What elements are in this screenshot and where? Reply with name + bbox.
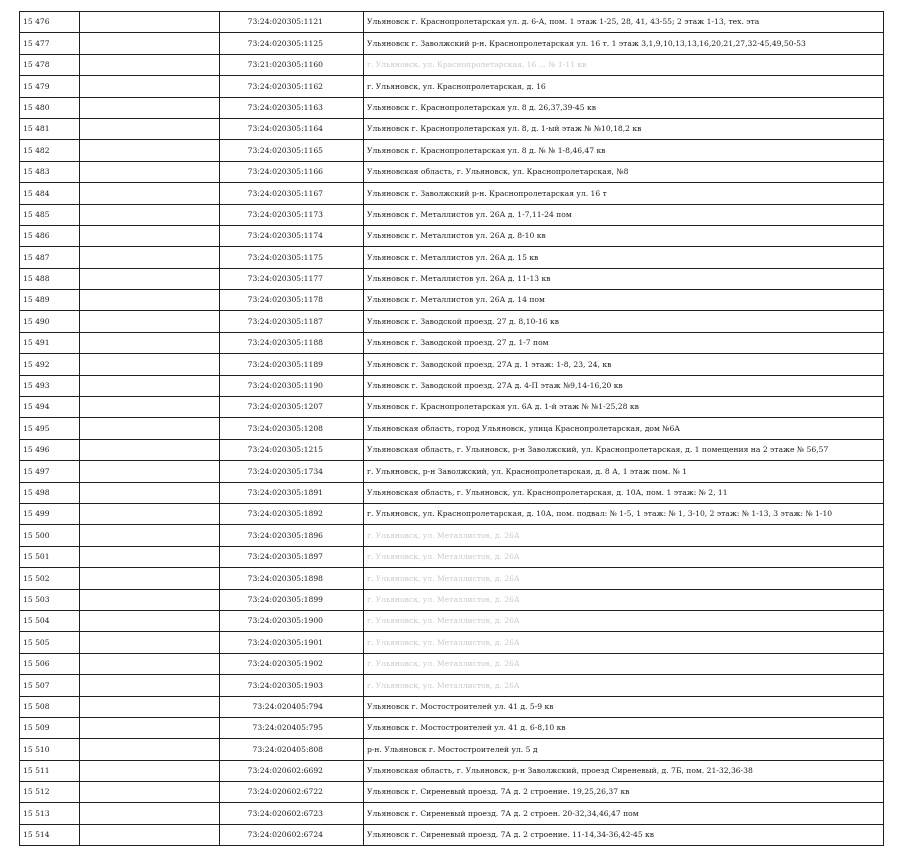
row-number-cell: 15 490 [20, 311, 80, 332]
address-cell: г. Ульяновск, ул. Металлистов, д. 26А [364, 525, 884, 546]
row-number-cell: 15 487 [20, 247, 80, 268]
row-number-cell: 15 484 [20, 183, 80, 204]
cadastral-number-cell: 73:24:020405:794 [220, 696, 364, 717]
address-cell: Ульяновская область, город Ульяновск, улица Краснопролетарская, дом №6А [364, 418, 884, 439]
address-cell: Ульяновск г. Краснопролетарская ул. 8, д. 1-ый этаж № №10,18,2 кв [364, 118, 884, 139]
row-number-cell: 15 513 [20, 803, 80, 824]
row-number-cell: 15 512 [20, 782, 80, 803]
empty-cell [80, 54, 220, 75]
table-row [20, 675, 884, 696]
cadastral-number-cell: 73:24:020305:1177 [220, 268, 364, 289]
row-number-cell: 15 503 [20, 589, 80, 610]
table-row [20, 782, 884, 803]
cadastral-number-cell: 73:24:020305:1891 [220, 482, 364, 503]
table-row [20, 739, 884, 760]
cadastral-number-cell: 73:24:020405:808 [220, 739, 364, 760]
address-cell: г. Ульяновск, ул. Краснопролетарская, д. 16 [364, 76, 884, 97]
cadastral-number-cell: 73:24:020602:6722 [220, 782, 364, 803]
table-row [20, 118, 884, 139]
cadastral-number-cell: 73:24:020305:1188 [220, 332, 364, 353]
address-cell: Ульяновск г. Сиреневый проезд. 7А д. 2 строен. 20-32,34,46,47 пом [364, 803, 884, 824]
table-row [20, 161, 884, 182]
cadastral-number-cell: 73:24:020305:1900 [220, 610, 364, 631]
empty-cell [80, 696, 220, 717]
table-row [20, 375, 884, 396]
table-row [20, 418, 884, 439]
address-cell: Ульяновская область, г. Ульяновск, р-н Заволжский, ул. Краснопролетарская, д. 1 помещения на 2 этаже № 56,57 [364, 439, 884, 460]
row-number-cell: 15 507 [20, 675, 80, 696]
address-cell: Ульяновск г. Краснопролетарская ул. д. 6-А, пом. 1 этаж 1-25, 28, 41, 43-55; 2 этаж 1-13, тех. эта [364, 12, 884, 33]
row-number-cell: 15 483 [20, 161, 80, 182]
empty-cell [80, 140, 220, 161]
address-cell: Ульяновская область, г. Ульяновск, ул. Краснопролетарская, д. 10А, пом. 1 этаж: № 2, 11 [364, 482, 884, 503]
table-row [20, 140, 884, 161]
table-row [20, 760, 884, 781]
table-row [20, 482, 884, 503]
row-number-cell: 15 480 [20, 97, 80, 118]
cadastral-number-cell: 73:24:020305:1174 [220, 225, 364, 246]
empty-cell [80, 760, 220, 781]
empty-cell [80, 311, 220, 332]
cadastral-number-cell: 73:24:020305:1896 [220, 525, 364, 546]
cadastral-number-cell: 73:24:020305:1125 [220, 33, 364, 54]
cadastral-number-cell: 73:24:020305:1892 [220, 503, 364, 524]
row-number-cell: 15 489 [20, 290, 80, 311]
row-number-cell: 15 477 [20, 33, 80, 54]
empty-cell [80, 589, 220, 610]
empty-cell [80, 97, 220, 118]
cadastral-number-cell: 73:24:020305:1897 [220, 546, 364, 567]
address-cell: г. Ульяновск, ул. Металлистов, д. 26А [364, 610, 884, 631]
empty-cell [80, 610, 220, 631]
table-row [20, 717, 884, 738]
table-row [20, 439, 884, 460]
empty-cell [80, 204, 220, 225]
cadastral-number-cell: 73:24:020305:1165 [220, 140, 364, 161]
empty-cell [80, 247, 220, 268]
row-number-cell: 15 501 [20, 546, 80, 567]
row-number-cell: 15 508 [20, 696, 80, 717]
empty-cell [80, 632, 220, 653]
table-row [20, 610, 884, 631]
row-number-cell: 15 493 [20, 375, 80, 396]
cadastral-number-cell: 73:24:020305:1173 [220, 204, 364, 225]
address-cell: г. Ульяновск, ул. Краснопролетарская, д. 10А, пом. подвал: № 1-5, 1 этаж: № 1, 3-10, 2 этаж: № 1-13, 3 этаж: № 1-10 [364, 503, 884, 524]
table-row [20, 97, 884, 118]
row-number-cell: 15 492 [20, 354, 80, 375]
empty-cell [80, 717, 220, 738]
address-cell: Ульяновск г. Заводской проезд. 27 д. 8,10-16 кв [364, 311, 884, 332]
empty-cell [80, 525, 220, 546]
empty-cell [80, 33, 220, 54]
cadastral-number-cell: 73:24:020305:1734 [220, 461, 364, 482]
cadastral-number-cell: 73:24:020305:1215 [220, 439, 364, 460]
cadastral-number-cell: 73:24:020305:1167 [220, 183, 364, 204]
table-row [20, 632, 884, 653]
empty-cell [80, 332, 220, 353]
address-cell: Ульяновск г. Заволжский р-н. Краснопролетарская ул. 16 т [364, 183, 884, 204]
row-number-cell: 15 500 [20, 525, 80, 546]
empty-cell [80, 568, 220, 589]
address-cell: г. Ульяновск, ул. Металлистов, д. 26А [364, 589, 884, 610]
empty-cell [80, 675, 220, 696]
address-cell: г. Ульяновск, ул. Краснопролетарская, 16 ... № 1-11 кв [364, 54, 884, 75]
address-cell: Ульяновск г. Сиреневый проезд. 7А д. 2 строение. 19,25,26,37 кв [364, 782, 884, 803]
address-cell: Ульяновск г. Металлистов ул. 26А д. 11-13 кв [364, 268, 884, 289]
table-row [20, 290, 884, 311]
row-number-cell: 15 510 [20, 739, 80, 760]
address-cell: Ульяновск г. Мостостроителей ул. 41 д. 5-9 кв [364, 696, 884, 717]
row-number-cell: 15 481 [20, 118, 80, 139]
empty-cell [80, 268, 220, 289]
cadastral-number-cell: 73:24:020305:1190 [220, 375, 364, 396]
table-row [20, 76, 884, 97]
empty-cell [80, 290, 220, 311]
cadastral-number-cell: 73:24:020305:1121 [220, 12, 364, 33]
table-row [20, 525, 884, 546]
table-row [20, 54, 884, 75]
cadastral-number-cell: 73:24:020305:1175 [220, 247, 364, 268]
address-cell: Ульяновск г. Металлистов ул. 26А д. 15 кв [364, 247, 884, 268]
address-cell: Ульяновск г. Сиреневый проезд. 7А д. 2 строение. 11-14,34-36,42-45 кв [364, 824, 884, 845]
table-row [20, 225, 884, 246]
address-cell: г. Ульяновск, ул. Металлистов, д. 26А [364, 675, 884, 696]
empty-cell [80, 546, 220, 567]
cadastral-number-cell: 73:24:020305:1162 [220, 76, 364, 97]
address-cell: г. Ульяновск, р-н Заволжский, ул. Краснопролетарская, д. 8 А, 1 этаж пом. № 1 [364, 461, 884, 482]
table-row [20, 803, 884, 824]
row-number-cell: 15 488 [20, 268, 80, 289]
cadastral-number-cell: 73:24:020305:1208 [220, 418, 364, 439]
row-number-cell: 15 476 [20, 12, 80, 33]
cadastral-number-cell: 73:24:020305:1178 [220, 290, 364, 311]
address-cell: Ульяновск г. Мостостроителей ул. 41 д. 6-8,10 кв [364, 717, 884, 738]
row-number-cell: 15 491 [20, 332, 80, 353]
cadastral-number-cell: 73:24:020305:1164 [220, 118, 364, 139]
row-number-cell: 15 505 [20, 632, 80, 653]
table-row [20, 824, 884, 845]
table-row [20, 461, 884, 482]
cadastral-number-cell: 73:24:020305:1902 [220, 653, 364, 674]
empty-cell [80, 824, 220, 845]
row-number-cell: 15 482 [20, 140, 80, 161]
cadastral-number-cell: 73:24:020305:1903 [220, 675, 364, 696]
address-cell: Ульяновск г. Металлистов ул. 26А д. 1-7,11-24 пом [364, 204, 884, 225]
cadastral-number-cell: 73:24:020602:6724 [220, 824, 364, 845]
address-cell: р-н. Ульяновск г. Мостостроителей ул. 5 д [364, 739, 884, 760]
table-row [20, 589, 884, 610]
empty-cell [80, 503, 220, 524]
address-cell: Ульяновск г. Краснопролетарская ул. 6А д. 1-й этаж № №1-25,28 кв [364, 397, 884, 418]
table-row [20, 268, 884, 289]
row-number-cell: 15 511 [20, 760, 80, 781]
cadastral-number-cell: 73:24:020602:6723 [220, 803, 364, 824]
empty-cell [80, 418, 220, 439]
cadastral-number-cell: 73:24:020305:1189 [220, 354, 364, 375]
cadastral-number-cell: 73:24:020305:1207 [220, 397, 364, 418]
address-cell: Ульяновск г. Металлистов ул. 26А д. 14 пом [364, 290, 884, 311]
cadastral-number-cell: 73:24:020405:795 [220, 717, 364, 738]
table-row [20, 247, 884, 268]
cadastral-number-cell: 73:24:020305:1901 [220, 632, 364, 653]
empty-cell [80, 803, 220, 824]
cadastral-number-cell: 73:24:020305:1898 [220, 568, 364, 589]
empty-cell [80, 482, 220, 503]
empty-cell [80, 12, 220, 33]
address-cell: Ульяновск г. Краснопролетарская ул. 8 д. № № 1-8,46,47 кв [364, 140, 884, 161]
address-cell: Ульяновск г. Металлистов ул. 26А д. 8-10 кв [364, 225, 884, 246]
row-number-cell: 15 509 [20, 717, 80, 738]
empty-cell [80, 461, 220, 482]
address-cell: Ульяновск г. Заволжский р-н. Краснопролетарская ул. 16 т. 1 этаж 3,1,9,10,13,13,16,20,21,27,32-45,49,50-53 [364, 33, 884, 54]
table-row [20, 696, 884, 717]
cadastral-number-cell: 73:24:020305:1899 [220, 589, 364, 610]
address-cell: г. Ульяновск, ул. Металлистов, д. 26А [364, 653, 884, 674]
table-row [20, 12, 884, 33]
row-number-cell: 15 494 [20, 397, 80, 418]
empty-cell [80, 225, 220, 246]
table-row [20, 33, 884, 54]
empty-cell [80, 397, 220, 418]
row-number-cell: 15 486 [20, 225, 80, 246]
row-number-cell: 15 502 [20, 568, 80, 589]
address-cell: г. Ульяновск, ул. Металлистов, д. 26А [364, 632, 884, 653]
address-cell: Ульяновская область, г. Ульяновск, р-н Заволжский, проезд Сиреневый, д. 7Б, пом. 21-32,36-38 [364, 760, 884, 781]
empty-cell [80, 375, 220, 396]
empty-cell [80, 183, 220, 204]
empty-cell [80, 76, 220, 97]
row-number-cell: 15 504 [20, 610, 80, 631]
row-number-cell: 15 497 [20, 461, 80, 482]
table-row [20, 332, 884, 353]
row-number-cell: 15 495 [20, 418, 80, 439]
table-row [20, 503, 884, 524]
table-row [20, 183, 884, 204]
table-body [20, 12, 884, 846]
address-cell: Ульяновск г. Заводской проезд. 27А д. 1 этаж: 1-8, 23, 24, кв [364, 354, 884, 375]
row-number-cell: 15 478 [20, 54, 80, 75]
cadastral-number-cell: 73:21:020305:1160 [220, 54, 364, 75]
row-number-cell: 15 485 [20, 204, 80, 225]
table-row [20, 568, 884, 589]
address-cell: г. Ульяновск, ул. Металлистов, д. 26А [364, 546, 884, 567]
empty-cell [80, 354, 220, 375]
row-number-cell: 15 499 [20, 503, 80, 524]
empty-cell [80, 439, 220, 460]
cadastral-number-cell: 73:24:020305:1187 [220, 311, 364, 332]
row-number-cell: 15 498 [20, 482, 80, 503]
empty-cell [80, 739, 220, 760]
empty-cell [80, 782, 220, 803]
table-row [20, 204, 884, 225]
row-number-cell: 15 479 [20, 76, 80, 97]
empty-cell [80, 653, 220, 674]
row-number-cell: 15 496 [20, 439, 80, 460]
address-cell: Ульяновск г. Краснопролетарская ул. 8 д. 26,37,39-45 кв [364, 97, 884, 118]
cadastral-number-cell: 73:24:020305:1163 [220, 97, 364, 118]
table-row [20, 546, 884, 567]
address-cell: Ульяновск г. Заводской проезд. 27 д. 1-7 пом [364, 332, 884, 353]
table-row [20, 354, 884, 375]
cadastral-register-table [19, 11, 884, 846]
table-row [20, 397, 884, 418]
row-number-cell: 15 514 [20, 824, 80, 845]
row-number-cell: 15 506 [20, 653, 80, 674]
address-cell: Ульяновск г. Заводской проезд. 27А д. 4-П этаж №9,14-16,20 кв [364, 375, 884, 396]
address-cell: г. Ульяновск, ул. Металлистов, д. 26А [364, 568, 884, 589]
cadastral-number-cell: 73:24:020305:1166 [220, 161, 364, 182]
empty-cell [80, 118, 220, 139]
cadastral-number-cell: 73:24:020602:6692 [220, 760, 364, 781]
address-cell: Ульяновская область, г. Ульяновск, ул. Краснопролетарская, №8 [364, 161, 884, 182]
empty-cell [80, 161, 220, 182]
table-row [20, 653, 884, 674]
table-row [20, 311, 884, 332]
